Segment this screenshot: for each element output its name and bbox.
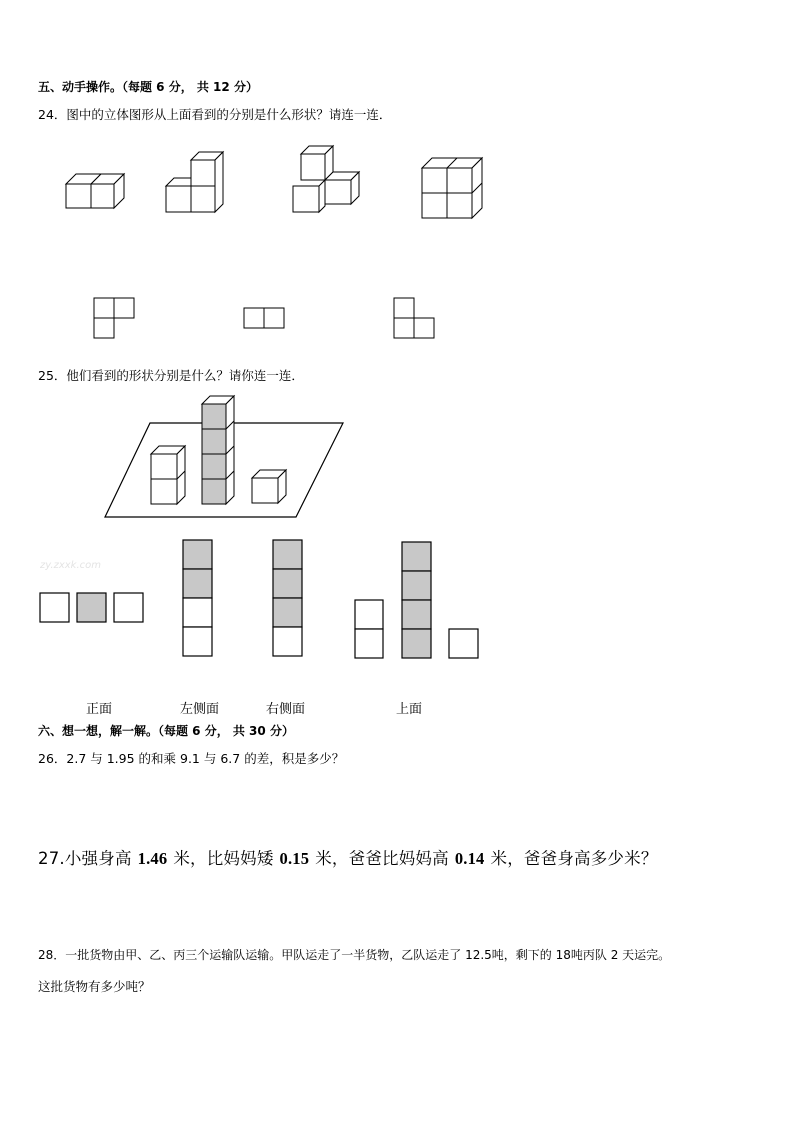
question-25: 25．他们看到的形状分别是什么？请你连一连． bbox=[38, 368, 304, 383]
question-27 bbox=[38, 845, 658, 869]
view-option-column-a[interactable] bbox=[183, 540, 212, 656]
section-6-title: 六、想一想，解一解。（每题 6 分， 共 30 分） bbox=[38, 724, 294, 738]
label-left-side: 左侧面 bbox=[180, 702, 220, 717]
label-top: 上面 bbox=[396, 702, 423, 717]
view-option-row[interactable] bbox=[40, 593, 143, 622]
q27-mid-2: 米，爸爸比妈妈高 bbox=[315, 849, 449, 868]
single-cube bbox=[252, 470, 286, 503]
section-5-title: 五、动手操作。（每题 6 分， 共 12 分） bbox=[38, 80, 258, 94]
column-shaded-four bbox=[202, 396, 234, 504]
view-option-column-b[interactable] bbox=[273, 540, 302, 656]
question-28-line-2: 这批货物有多少吨？ bbox=[38, 979, 151, 994]
question-28-line-1: 28．一批货物由甲、乙、丙三个运输队运输。甲队运走了一半货物，乙队运走了 12.5吨，剩下的 18吨丙队 2 天运完。 bbox=[38, 948, 671, 962]
watermark: zy.zxxk.com bbox=[40, 560, 101, 571]
q27-value-1: 1.46 bbox=[137, 849, 168, 868]
q27-value-3: 0.14 bbox=[454, 849, 485, 868]
column-white-two bbox=[151, 446, 185, 504]
q27-prefix: 27.小强身高 bbox=[38, 849, 132, 868]
label-front: 正面 bbox=[86, 702, 113, 717]
label-right-side: 右侧面 bbox=[266, 702, 306, 717]
q27-suffix: 米，爸爸身高多少米？ bbox=[490, 849, 658, 868]
question-24: 24．图中的立体图形从上面看到的分别是什么形状？请连一连． bbox=[38, 107, 392, 122]
question-26: 26．2.7 与 1.95 的和乘 9.1 与 6.7 的差，积是多少？ bbox=[38, 751, 345, 766]
q27-mid-1: 米，比妈妈矮 bbox=[173, 849, 274, 868]
view-option-group[interactable] bbox=[355, 542, 478, 658]
q27-value-2: 0.15 bbox=[279, 849, 310, 868]
